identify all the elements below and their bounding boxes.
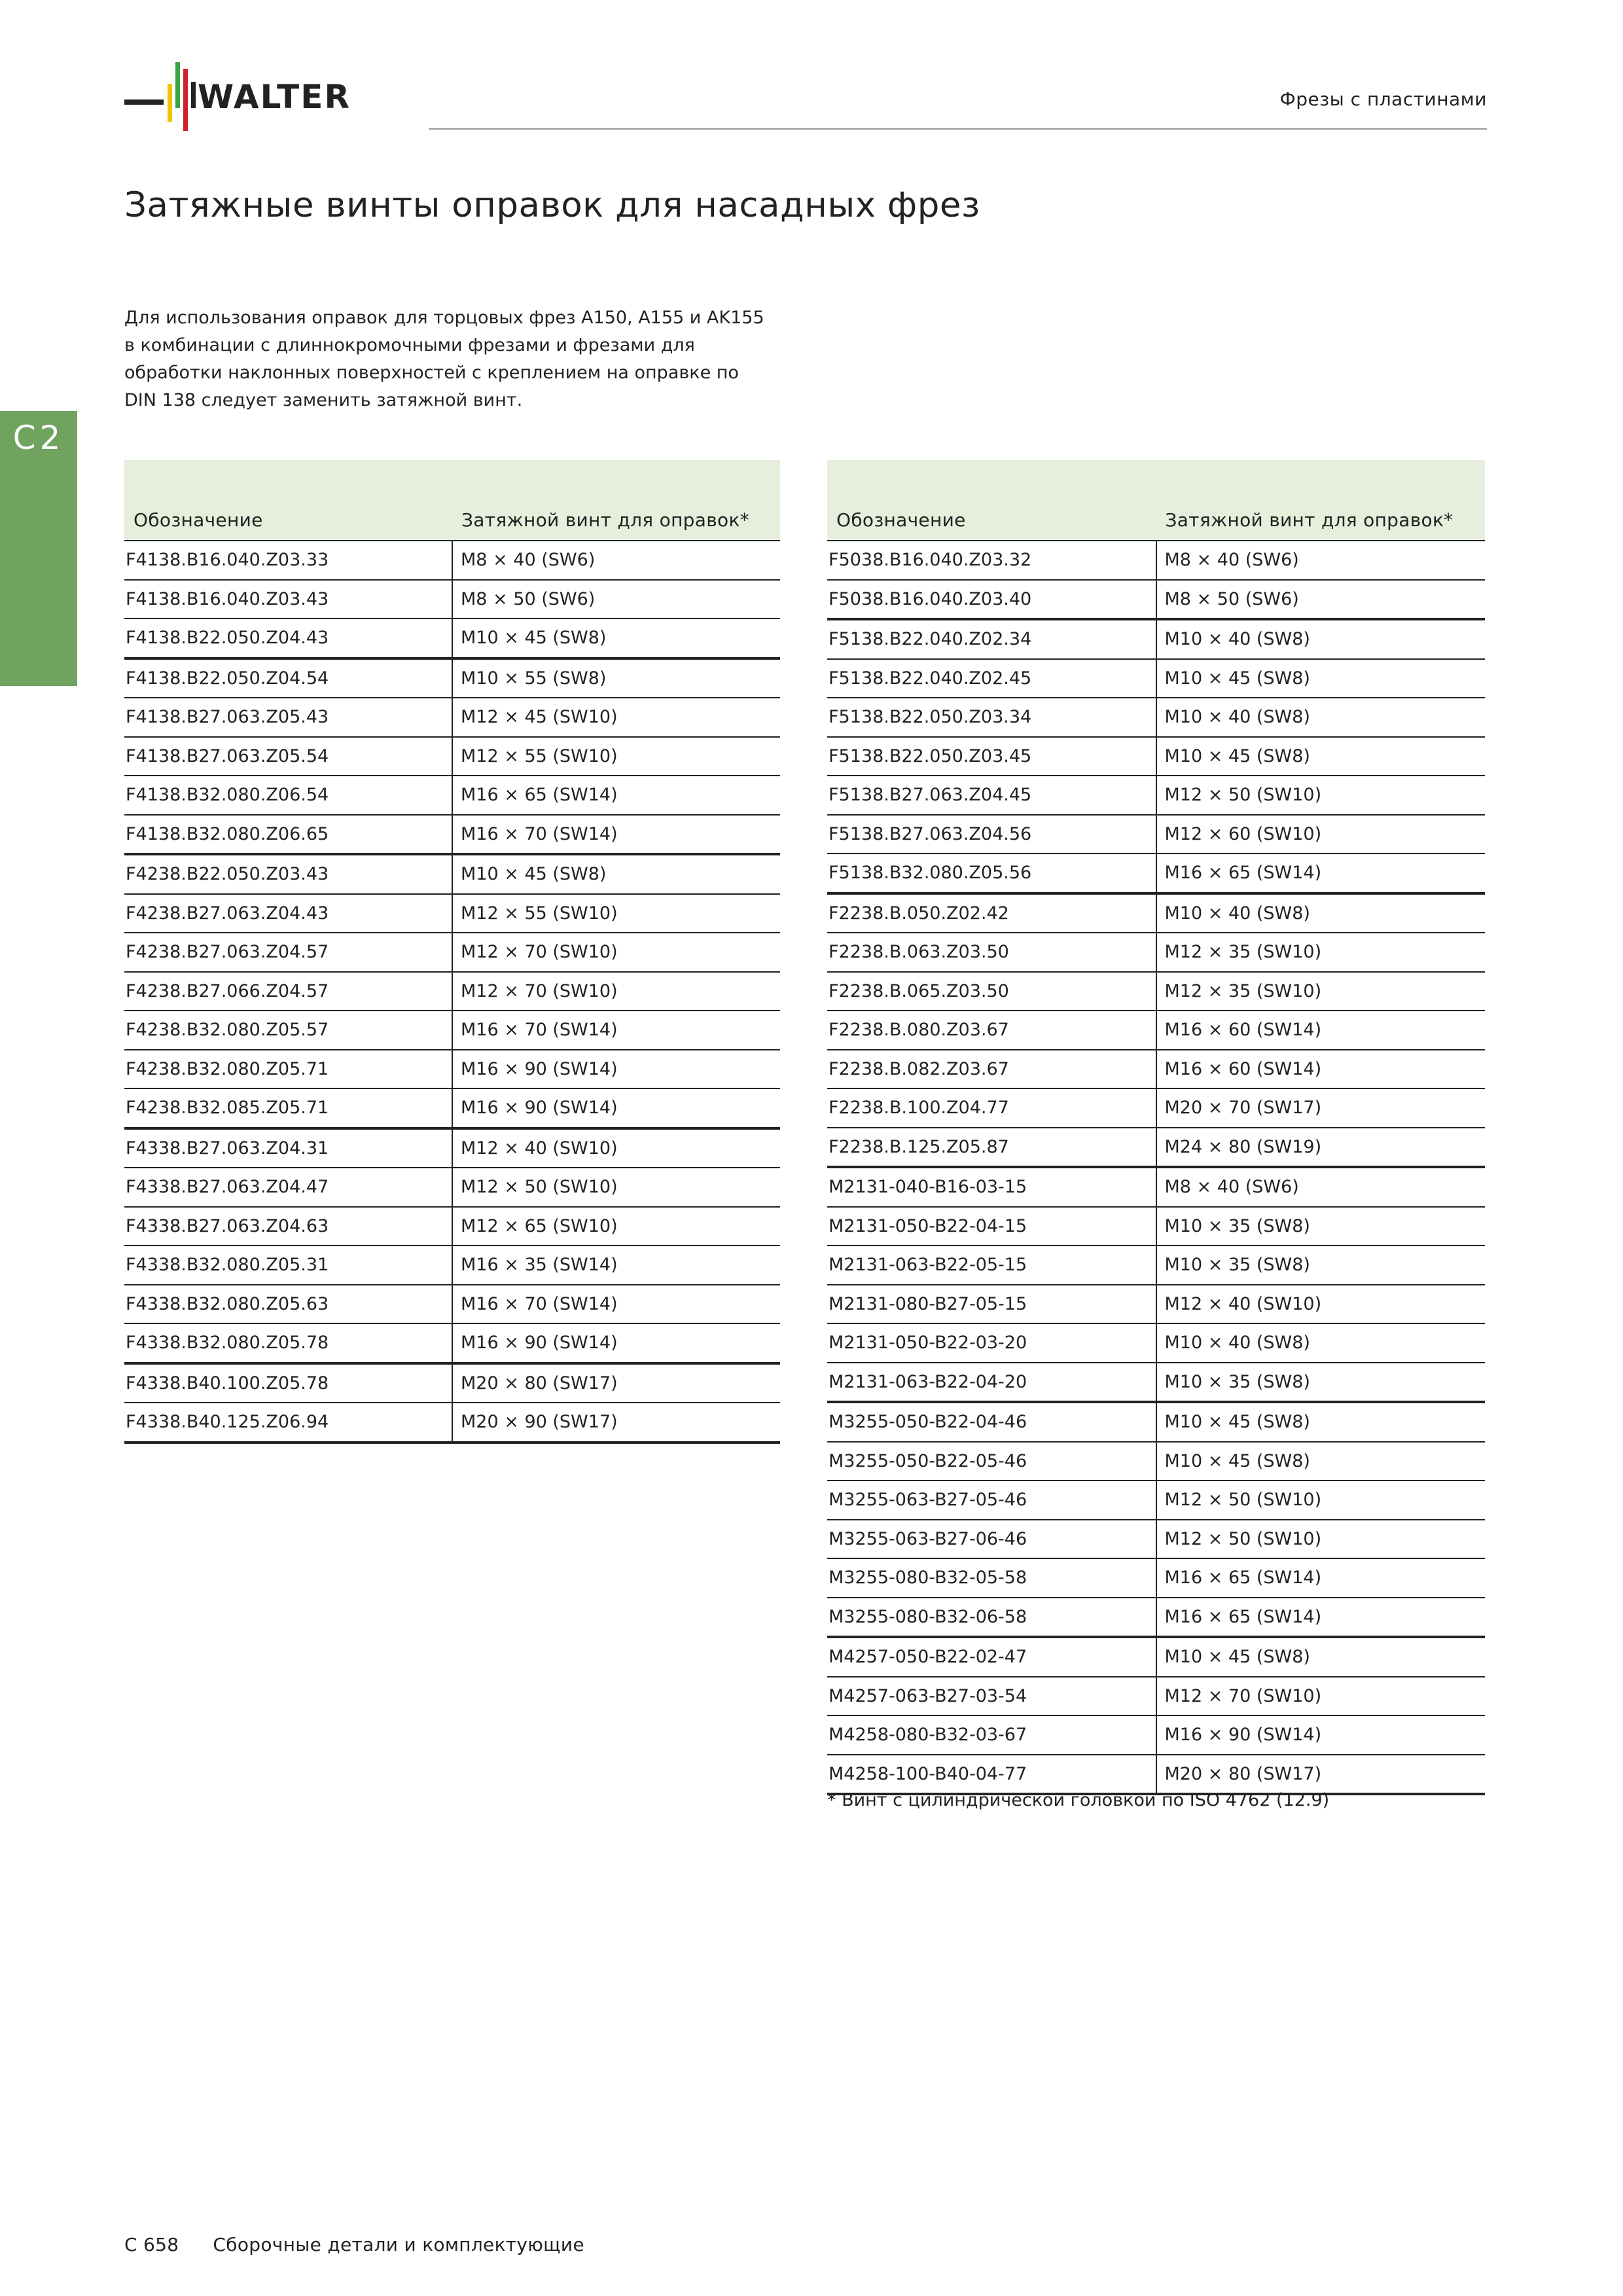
- screw-cell: M10 × 35 (SW8): [1156, 1363, 1486, 1403]
- designation-cell: M2131-050-B22-03-20: [827, 1323, 1156, 1363]
- table-row: [124, 541, 780, 580]
- table-row: [124, 854, 780, 894]
- table-row: [124, 815, 780, 855]
- screw-cell: M16 × 70 (SW14): [452, 1285, 780, 1324]
- screw-cell: M8 × 50 (SW6): [1156, 580, 1486, 620]
- intro-paragraph: Для использования оправок для торцовых фрез A150, A155 и AK155 в комбинации с длиннокромочными фрезами и фрезами для обработки наклонных поверхностей с креплением на оправке по DIN 138 следует заменить затяжной винт.: [124, 308, 764, 410]
- column-header-screw: Затяжной винт для оправок*: [1156, 460, 1486, 541]
- screw-cell: M12 × 60 (SW10): [1156, 815, 1486, 854]
- table-row: [827, 1520, 1485, 1559]
- table-row: [124, 1246, 780, 1285]
- screw-cell: M12 × 55 (SW10): [452, 737, 780, 776]
- table-row: [827, 1050, 1485, 1089]
- table-row: [827, 972, 1485, 1011]
- table-row: [124, 698, 780, 737]
- screw-cell: M10 × 35 (SW8): [1156, 1246, 1486, 1285]
- screw-cell: M24 × 80 (SW19): [1156, 1128, 1486, 1168]
- screw-cell: M10 × 40 (SW8): [1156, 698, 1486, 737]
- screw-cell: M12 × 45 (SW10): [452, 698, 780, 737]
- designation-cell: M3255-050-B22-04-46: [827, 1402, 1156, 1442]
- designation-cell: M3255-050-B22-05-46: [827, 1442, 1156, 1481]
- screw-cell: M16 × 70 (SW14): [452, 1011, 780, 1050]
- screw-cell: M16 × 35 (SW14): [452, 1246, 780, 1285]
- table-row: [124, 1128, 780, 1168]
- table-row: [124, 972, 780, 1011]
- designation-cell: F4338.B32.080.Z05.31: [124, 1246, 452, 1285]
- screw-cell: M12 × 65 (SW10): [452, 1207, 780, 1246]
- screw-cell: M16 × 90 (SW14): [1156, 1715, 1486, 1755]
- screw-cell: M12 × 50 (SW10): [1156, 1480, 1486, 1520]
- screw-cell: M10 × 55 (SW8): [452, 658, 780, 698]
- walter-logo: [124, 62, 399, 131]
- designation-cell: F5038.B16.040.Z03.40: [827, 580, 1156, 620]
- table-row: [827, 1323, 1485, 1363]
- table-header-row: [124, 460, 780, 541]
- table-row: [124, 1403, 780, 1443]
- screw-cell: M20 × 70 (SW17): [1156, 1088, 1486, 1128]
- header-divider: [429, 128, 1487, 130]
- table-row: [124, 1088, 780, 1128]
- designation-cell: M4258-080-B32-03-67: [827, 1715, 1156, 1755]
- screw-cell: M12 × 50 (SW10): [1156, 776, 1486, 815]
- designation-cell: F5138.B27.063.Z04.45: [827, 776, 1156, 815]
- screw-cell: M10 × 45 (SW8): [1156, 737, 1486, 776]
- table-row: [124, 1363, 780, 1403]
- designation-cell: F4238.B27.066.Z04.57: [124, 972, 452, 1011]
- table-row: [827, 1637, 1485, 1677]
- screw-cell: M16 × 65 (SW14): [1156, 1558, 1486, 1598]
- screw-cell: M16 × 90 (SW14): [452, 1050, 780, 1089]
- designation-cell: F4138.B22.050.Z04.43: [124, 619, 452, 658]
- table-row: [827, 1167, 1485, 1207]
- designation-cell: M3255-080-B32-06-58: [827, 1598, 1156, 1638]
- designation-cell: F4138.B22.050.Z04.54: [124, 658, 452, 698]
- table-row: [827, 1128, 1485, 1168]
- table-row: [827, 1598, 1485, 1638]
- screw-cell: M10 × 45 (SW8): [1156, 1402, 1486, 1442]
- designation-cell: F5138.B22.050.Z03.34: [827, 698, 1156, 737]
- table-row: [827, 776, 1485, 815]
- page-footer: [124, 2234, 584, 2255]
- designation-cell: F2238.B.063.Z03.50: [827, 933, 1156, 972]
- screw-cell: M16 × 90 (SW14): [452, 1323, 780, 1363]
- screw-cell: M12 × 40 (SW10): [1156, 1285, 1486, 1324]
- table-row: [124, 933, 780, 972]
- table-row: [827, 1011, 1485, 1050]
- table-row: [827, 1207, 1485, 1246]
- designation-cell: F4138.B32.080.Z06.65: [124, 815, 452, 855]
- screw-table-left: [124, 460, 780, 1444]
- table-row: [827, 1755, 1485, 1795]
- header-section-title: Фрезы с пластинами: [1279, 88, 1487, 110]
- screw-cell: M12 × 35 (SW10): [1156, 972, 1486, 1011]
- table-row: [827, 541, 1485, 580]
- table-row: [827, 853, 1485, 893]
- designation-cell: F2238.B.080.Z03.67: [827, 1011, 1156, 1050]
- svg-text:WALTER: WALTER: [198, 78, 351, 116]
- screw-table-right: [827, 460, 1485, 1795]
- screw-cell: M12 × 50 (SW10): [1156, 1520, 1486, 1559]
- designation-cell: M4257-063-B27-03-54: [827, 1677, 1156, 1716]
- table-row: [124, 1323, 780, 1363]
- table-row: [827, 1677, 1485, 1716]
- designation-cell: M2131-050-B22-04-15: [827, 1207, 1156, 1246]
- table-row: [827, 1285, 1485, 1324]
- designation-cell: M2131-063-B22-04-20: [827, 1363, 1156, 1403]
- table-row: [827, 1363, 1485, 1403]
- designation-cell: F4338.B32.080.Z05.63: [124, 1285, 452, 1324]
- screw-cell: M16 × 70 (SW14): [452, 815, 780, 855]
- table-row: [827, 1088, 1485, 1128]
- designation-cell: F4138.B16.040.Z03.43: [124, 580, 452, 619]
- table-row: [827, 698, 1485, 737]
- designation-cell: F4138.B27.063.Z05.54: [124, 737, 452, 776]
- designation-cell: F2238.B.082.Z03.67: [827, 1050, 1156, 1089]
- table-row: [124, 737, 780, 776]
- designation-cell: F4338.B40.100.Z05.78: [124, 1363, 452, 1403]
- designation-cell: F4338.B27.063.Z04.31: [124, 1128, 452, 1168]
- table-row: [827, 619, 1485, 659]
- screw-cell: M12 × 40 (SW10): [452, 1128, 780, 1168]
- designation-cell: M3255-063-B27-05-46: [827, 1480, 1156, 1520]
- screw-cell: M16 × 90 (SW14): [452, 1088, 780, 1128]
- section-tab: [0, 411, 77, 686]
- column-header-designation: Обозначение: [124, 460, 452, 541]
- screw-cell: M10 × 45 (SW8): [1156, 659, 1486, 698]
- designation-cell: F4338.B27.063.Z04.63: [124, 1207, 452, 1246]
- table-row: [827, 737, 1485, 776]
- table-row: [124, 1011, 780, 1050]
- designation-cell: F5138.B27.063.Z04.56: [827, 815, 1156, 854]
- designation-cell: F4238.B27.063.Z04.43: [124, 894, 452, 933]
- screw-cell: M16 × 65 (SW14): [452, 776, 780, 815]
- screw-cell: M10 × 45 (SW8): [452, 854, 780, 894]
- designation-cell: F5138.B22.040.Z02.45: [827, 659, 1156, 698]
- screw-cell: M10 × 40 (SW8): [1156, 893, 1486, 933]
- designation-cell: F2238.B.100.Z04.77: [827, 1088, 1156, 1128]
- table-row: [124, 619, 780, 658]
- designation-cell: F4238.B27.063.Z04.57: [124, 933, 452, 972]
- table-row: [124, 894, 780, 933]
- designation-cell: M3255-080-B32-05-58: [827, 1558, 1156, 1598]
- designation-cell: F5038.B16.040.Z03.32: [827, 541, 1156, 580]
- table-row: [827, 1442, 1485, 1481]
- screw-cell: M8 × 40 (SW6): [1156, 1167, 1486, 1207]
- screw-cell: M10 × 45 (SW8): [452, 619, 780, 658]
- table-row: [827, 933, 1485, 972]
- designation-cell: M2131-040-B16-03-15: [827, 1167, 1156, 1207]
- screw-cell: M16 × 60 (SW14): [1156, 1011, 1486, 1050]
- screw-cell: M20 × 80 (SW17): [1156, 1755, 1486, 1795]
- footer-section: Сборочные детали и комплектующие: [213, 2234, 584, 2255]
- screw-cell: M8 × 40 (SW6): [1156, 541, 1486, 580]
- designation-cell: M2131-080-B27-05-15: [827, 1285, 1156, 1324]
- table-row: [124, 580, 780, 619]
- screw-cell: M20 × 80 (SW17): [452, 1363, 780, 1403]
- designation-cell: F2238.B.050.Z02.42: [827, 893, 1156, 933]
- designation-cell: F4238.B32.085.Z05.71: [124, 1088, 452, 1128]
- designation-cell: F4238.B32.080.Z05.71: [124, 1050, 452, 1089]
- screw-cell: M8 × 50 (SW6): [452, 580, 780, 619]
- screw-cell: M12 × 70 (SW10): [1156, 1677, 1486, 1716]
- table-row: [827, 893, 1485, 933]
- section-tab-label: C2: [12, 419, 65, 457]
- table-row: [124, 1207, 780, 1246]
- table-row: [827, 580, 1485, 620]
- screw-cell: M8 × 40 (SW6): [452, 541, 780, 580]
- screw-cell: M10 × 45 (SW8): [1156, 1442, 1486, 1481]
- designation-cell: F5138.B22.050.Z03.45: [827, 737, 1156, 776]
- screw-cell: M16 × 65 (SW14): [1156, 853, 1486, 893]
- designation-cell: F4238.B22.050.Z03.43: [124, 854, 452, 894]
- screw-cell: M10 × 45 (SW8): [1156, 1637, 1486, 1677]
- table-row: [827, 1715, 1485, 1755]
- screw-cell: M16 × 60 (SW14): [1156, 1050, 1486, 1089]
- designation-cell: M3255-063-B27-06-46: [827, 1520, 1156, 1559]
- column-header-screw: Затяжной винт для оправок*: [452, 460, 780, 541]
- designation-cell: F4238.B32.080.Z05.57: [124, 1011, 452, 1050]
- table-row: [124, 1168, 780, 1207]
- table-row: [124, 776, 780, 815]
- designation-cell: F4338.B27.063.Z04.47: [124, 1168, 452, 1207]
- table-row: [124, 658, 780, 698]
- designation-cell: F4338.B40.125.Z06.94: [124, 1403, 452, 1443]
- column-header-designation: Обозначение: [827, 460, 1156, 541]
- screw-cell: M16 × 65 (SW14): [1156, 1598, 1486, 1638]
- designation-cell: F2238.B.065.Z03.50: [827, 972, 1156, 1011]
- footnote: * Винт с цилиндрической головкой по ISO 4762 (12.9): [827, 1790, 1330, 1810]
- designation-cell: F5138.B22.040.Z02.34: [827, 619, 1156, 659]
- table-row: [827, 815, 1485, 854]
- designation-cell: F5138.B32.080.Z05.56: [827, 853, 1156, 893]
- designation-cell: F4138.B16.040.Z03.33: [124, 541, 452, 580]
- table-row: [827, 1480, 1485, 1520]
- table-row: [124, 1050, 780, 1089]
- table-header-row: [827, 460, 1485, 541]
- designation-cell: F4138.B32.080.Z06.54: [124, 776, 452, 815]
- table-row: [827, 1402, 1485, 1442]
- designation-cell: F2238.B.125.Z05.87: [827, 1128, 1156, 1168]
- designation-cell: F4138.B27.063.Z05.43: [124, 698, 452, 737]
- designation-cell: M4258-100-B40-04-77: [827, 1755, 1156, 1795]
- screw-cell: M10 × 40 (SW8): [1156, 619, 1486, 659]
- designation-cell: M4257-050-B22-02-47: [827, 1637, 1156, 1677]
- table-row: [827, 659, 1485, 698]
- screw-cell: M12 × 50 (SW10): [452, 1168, 780, 1207]
- designation-cell: M2131-063-B22-05-15: [827, 1246, 1156, 1285]
- screw-cell: M20 × 90 (SW17): [452, 1403, 780, 1443]
- screw-cell: M12 × 55 (SW10): [452, 894, 780, 933]
- screw-cell: M12 × 70 (SW10): [452, 933, 780, 972]
- screw-cell: M10 × 35 (SW8): [1156, 1207, 1486, 1246]
- page-number: C 658: [124, 2234, 179, 2255]
- screw-cell: M12 × 70 (SW10): [452, 972, 780, 1011]
- screw-cell: M10 × 40 (SW8): [1156, 1323, 1486, 1363]
- designation-cell: F4338.B32.080.Z05.78: [124, 1323, 452, 1363]
- table-row: [124, 1285, 780, 1324]
- table-row: [827, 1558, 1485, 1598]
- screw-cell: M12 × 35 (SW10): [1156, 933, 1486, 972]
- page-title: Затяжные винты оправок для насадных фрез: [124, 185, 980, 225]
- table-row: [827, 1246, 1485, 1285]
